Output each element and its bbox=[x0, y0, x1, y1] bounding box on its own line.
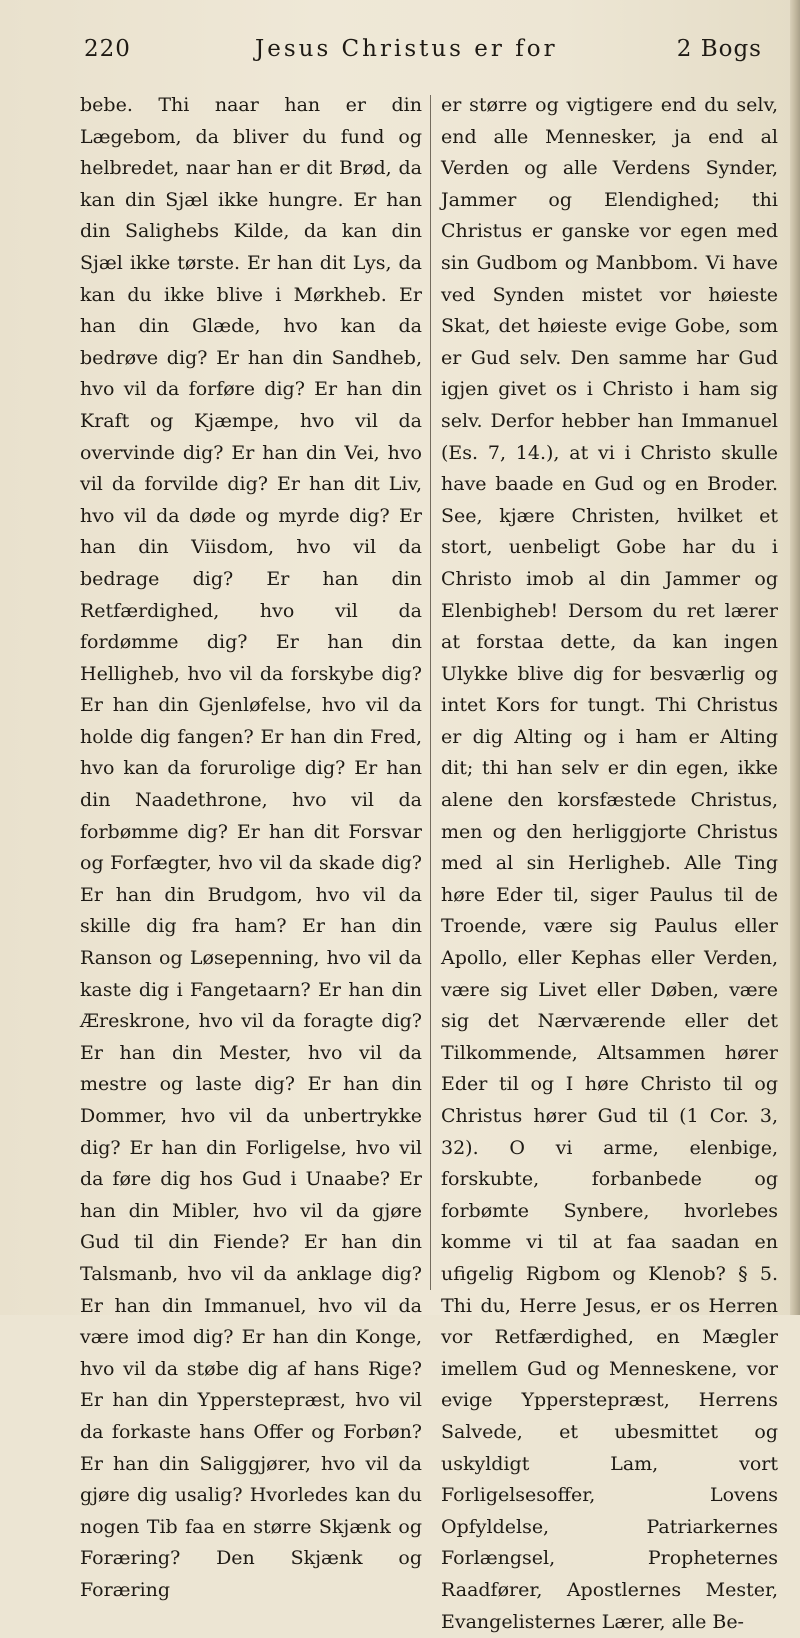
page-header bbox=[60, 30, 770, 70]
running-title: Jesus Christus er for bbox=[255, 36, 558, 62]
page-edge bbox=[790, 0, 800, 1315]
right-column-text: er større og vigtigere end du selv, end alle Mennesker, ja end al Verden og alle Verdens Synder, Jammer og Elendighed; thi Christus er ganske vor egen med sin Gudbom og Manbbom. Vi have ved Synden mistet vor høieste Skat, det høieste evige Gobe, som er Gud selv. Den samme har Gud igjen givet os i Christo i ham sig selv. Derfor hebber han Immanuel (Es. 7, 14.), at vi i Christo skulle have baade en Gud og en Broder. See, kjære Christen, hvilket et stort, uenbeligt Gobe har du i Christo imob al din Jammer og Elenbigheb! Dersom du ret lærer at forstaa dette, da kan ingen Ulykke blive dig for besværlig og intet Kors for tungt. Thi Christus er dig Alting og i ham er Alting dit; thi han selv er din egen, ikke alene den korsfæstede Christus, men og den herliggjorte Christus med al sin Herligheb. Alle Ting høre Eder til, siger Paulus til de Troende, være sig Paulus eller Apollo, eller Kephas eller Verden, være sig Livet eller Døben, være sig det Nærværende eller det Tilkommende, Altsammen hører Eder til og I høre Christo til og Christus hører Gud til (1 Cor. 3, 32). O vi arme, elenbige, forskubte, forbanbede og forbømte Synbere, hvorlebes komme vi til at faa saadan en ufigelig Rigbom og Klenob? § 5. Thi du, Herre Jesus, er os Herren vor Retfærdighed, en Mægler imellem Gud og Menneskene, vor evige Ypperstepræst, Herrens Salvede, et ubesmittet og uskyldigt Lam, vort Forligelsesoffer, Lovens Opfyldelse, Patriarkernes Forlængsel, Propheternes Raadfører, Apostlernes Mester, Evangelisternes Lærer, alle Be- bbox=[441, 94, 778, 1633]
page-number: 220 bbox=[84, 36, 131, 62]
section-mark: 2 Bogs bbox=[676, 36, 762, 62]
column-divider bbox=[430, 95, 431, 1290]
left-column-text: bebe. Thi naar han er din Lægebom, da bliver du fund og helbredet, naar han er dit Brød, da kan din Sjæl ikke hungre. Er han din Salighebs Kilde, da kan din Sjæl ikke tørste. Er han dit Lys, da kan du ikke blive i Mørkheb. Er han din Glæde, hvo kan da bedrøve dig? Er han din Sandheb, hvo vil da forføre dig? Er han din Kraft og Kjæmpe, hvo vil da overvinde dig? Er han din Vei, hvo vil da forvilde dig? Er han dit Liv, hvo vil da døde og myrde dig? Er han din Viisdom, hvo vil da bedrage dig? Er han din Retfærdighed, hvo vil da fordømme dig? Er han din Helligheb, hvo vil da forskybe dig? Er han din Gjenløfelse, hvo vil da holde dig fangen? Er han din Fred, hvo kan da forurolige dig? Er han din Naadethrone, hvo vil da forbømme dig? Er han dit Forsvar og Forfægter, hvo vil da skade dig? Er han din Brudgom, hvo vil da skille dig fra ham? Er han din Ranson og Løsepenning, hvo vil da kaste dig i Fangetaarn? Er han din Æreskrone, hvo vil da foragte dig? Er han din Mester, hvo vil da mestre og laste dig? Er han din Dommer, hvo vil da unbertrykke dig? Er han din Forligelse, hvo vil da føre dig hos Gud i Unaabe? Er han din Mibler, hvo vil da gjøre Gud til din Fiende? Er han din Talsmanb, hvo vil da anklage dig? Er han din Immanuel, hvo vil da være imod dig? Er han din Konge, hvo vil da støbe dig af hans Rige? Er han din Ypperstepræst, hvo vil da forkaste hans Offer og Forbøn? Er han din Saliggjører, hvo vil da gjøre dig usalig? Hvorledes kan du nogen Tib faa en større Skjænk og Foræring? Den Skjænk og Foræring bbox=[80, 94, 422, 1601]
